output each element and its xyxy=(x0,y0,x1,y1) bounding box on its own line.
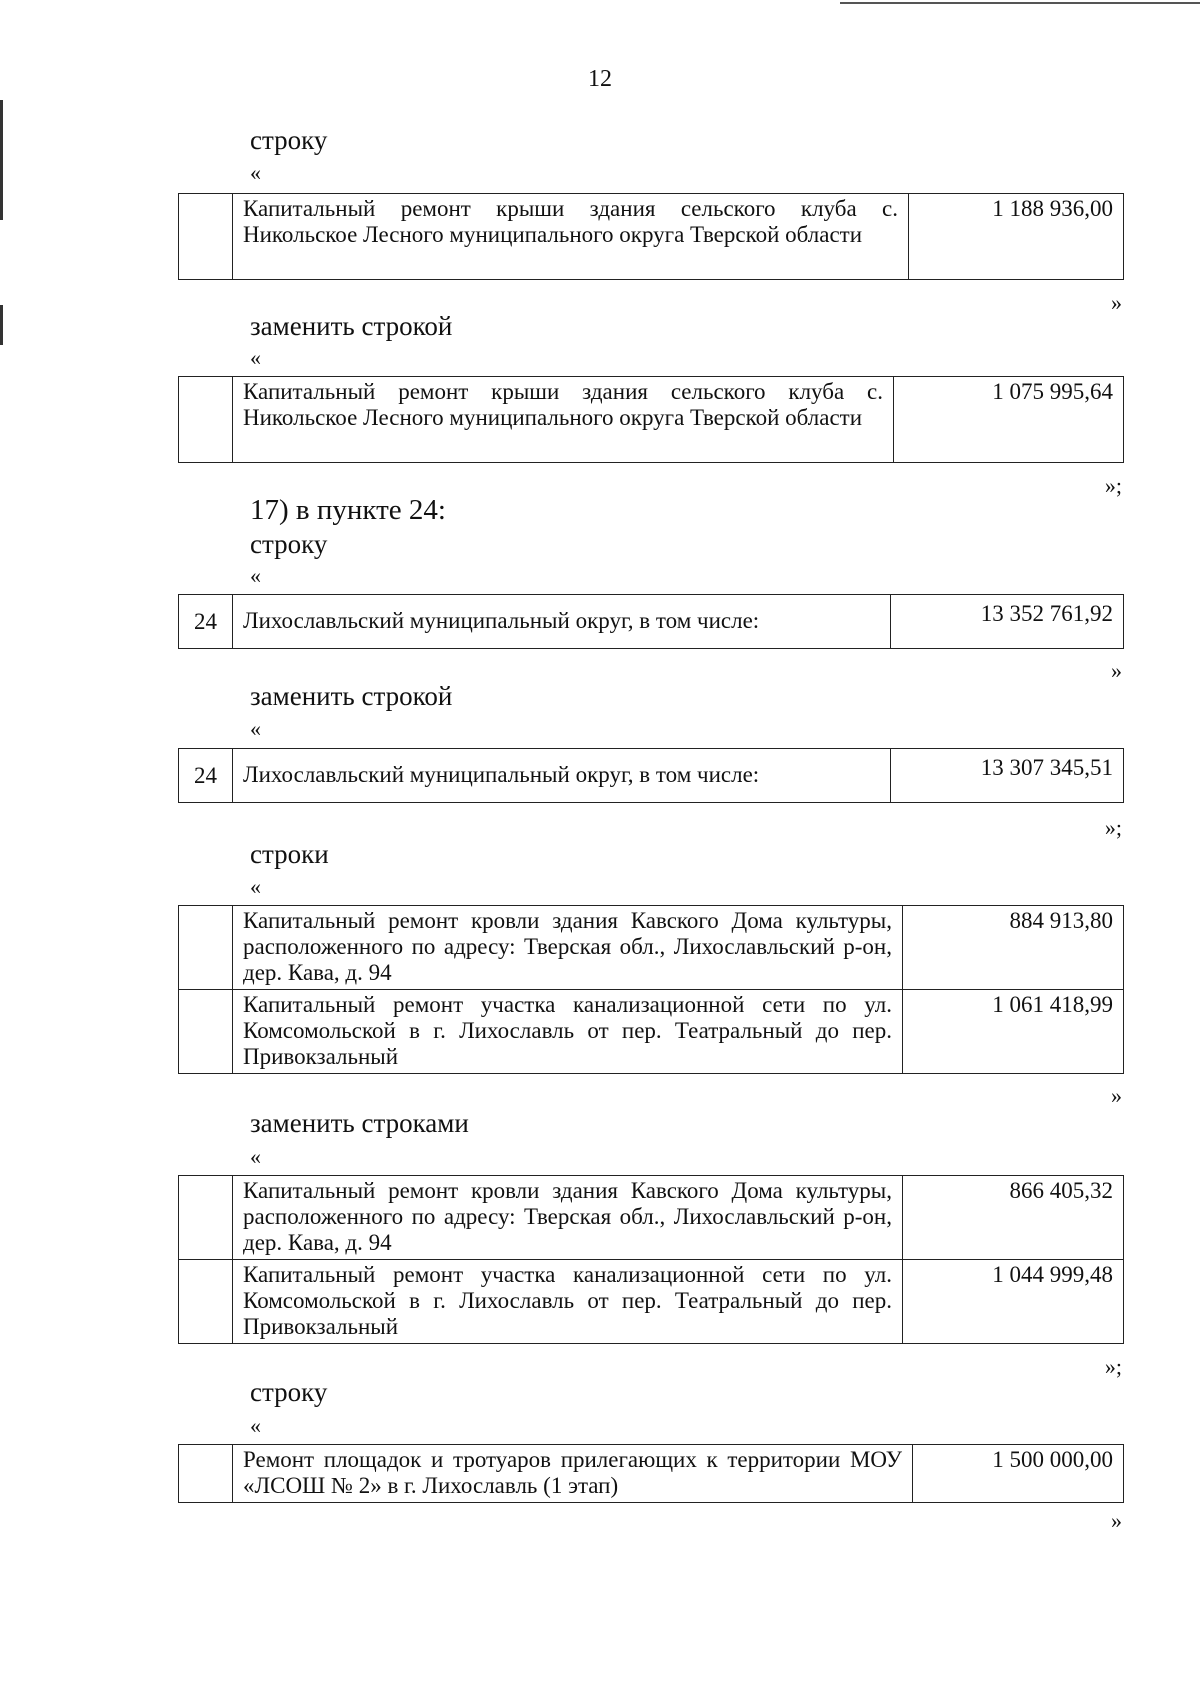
table-row xyxy=(179,1260,1124,1344)
block-label: заменить строками xyxy=(250,1108,469,1138)
row-amount: 1 075 995,64 xyxy=(894,377,1124,463)
table-row xyxy=(179,194,1124,280)
closing-quote: »; xyxy=(1104,1354,1122,1379)
row-amount: 13 352 761,92 xyxy=(891,595,1124,649)
row-number xyxy=(179,1260,233,1344)
amendment-table xyxy=(178,193,1124,280)
row-number xyxy=(179,906,233,990)
row-number xyxy=(179,377,233,463)
amendment-table xyxy=(178,1444,1124,1503)
opening-quote: « xyxy=(250,1413,261,1438)
closing-quote: » xyxy=(1111,658,1122,683)
opening-quote: « xyxy=(250,563,261,588)
closing-quote: » xyxy=(1111,1508,1122,1533)
row-amount: 1 061 418,99 xyxy=(903,990,1124,1074)
table-row xyxy=(179,377,1124,463)
closing-quote: »; xyxy=(1104,815,1122,840)
closing-quote: »; xyxy=(1104,473,1122,498)
opening-quote: « xyxy=(250,716,261,741)
row-description: Капитальный ремонт крыши здания сельского клуба с. Никольское Лесного муниципального округа Тверской области xyxy=(233,377,894,463)
row-number xyxy=(179,990,233,1074)
row-amount: 1 044 999,48 xyxy=(903,1260,1124,1344)
row-amount: 1 500 000,00 xyxy=(913,1445,1124,1503)
scan-margin-mark xyxy=(0,305,3,345)
row-amount: 866 405,32 xyxy=(903,1176,1124,1260)
block-label: заменить строкой xyxy=(250,681,453,711)
row-description: Ремонт площадок и тротуаров прилегающих к территории МОУ «ЛСОШ № 2» в г. Лихославль (1 этап) xyxy=(233,1445,913,1503)
table-row xyxy=(179,595,1124,649)
row-description: Капитальный ремонт кровли здания Кавского Дома культуры, расположенного по адресу: Тверская обл., Лихославльский р-он, дер. Кава, д. 94 xyxy=(233,906,903,990)
row-number xyxy=(179,1176,233,1260)
row-description: Лихославльский муниципальный округ, в том числе: xyxy=(233,749,891,803)
item-heading: 17) в пункте 24: xyxy=(250,494,446,526)
opening-quote: « xyxy=(250,874,261,899)
row-number: 24 xyxy=(179,595,233,649)
amendment-table xyxy=(178,594,1124,649)
row-description: Капитальный ремонт участка канализационной сети по ул. Комсомольской в г. Лихославль от пер. Театральный до пер. Привокзальный xyxy=(233,990,903,1074)
scan-margin-mark xyxy=(0,100,3,220)
opening-quote: « xyxy=(250,160,261,185)
row-amount: 1 188 936,00 xyxy=(909,194,1124,280)
top-edge-rule xyxy=(840,2,1200,4)
amendment-table xyxy=(178,905,1124,1074)
block-label: строку xyxy=(250,1377,328,1407)
table-row xyxy=(179,990,1124,1074)
closing-quote: » xyxy=(1111,290,1122,315)
block-label: строки xyxy=(250,839,329,869)
row-description: Лихославльский муниципальный округ, в том числе: xyxy=(233,595,891,649)
table-row xyxy=(179,1445,1124,1503)
table-row xyxy=(179,1176,1124,1260)
block-label: заменить строкой xyxy=(250,311,453,341)
row-description: Капитальный ремонт кровли здания Кавского Дома культуры, расположенного по адресу: Тверская обл., Лихославльский р-он, дер. Кава, д. 94 xyxy=(233,1176,903,1260)
table-row xyxy=(179,906,1124,990)
row-amount: 13 307 345,51 xyxy=(891,749,1124,803)
amendment-table xyxy=(178,1175,1124,1344)
row-number: 24 xyxy=(179,749,233,803)
row-number xyxy=(179,194,233,280)
amendment-table xyxy=(178,748,1124,803)
block-label: строку xyxy=(250,529,328,559)
row-amount: 884 913,80 xyxy=(903,906,1124,990)
row-description: Капитальный ремонт участка канализационной сети по ул. Комсомольской в г. Лихославль от пер. Театральный до пер. Привокзальный xyxy=(233,1260,903,1344)
page-number: 12 xyxy=(588,66,612,92)
opening-quote: « xyxy=(250,1144,261,1169)
table-row xyxy=(179,749,1124,803)
closing-quote: » xyxy=(1111,1083,1122,1108)
opening-quote: « xyxy=(250,345,261,370)
block-label: строку xyxy=(250,125,328,155)
row-number xyxy=(179,1445,233,1503)
row-description: Капитальный ремонт крыши здания сельского клуба с. Никольское Лесного муниципального округа Тверской области xyxy=(233,194,909,280)
amendment-table xyxy=(178,376,1124,463)
